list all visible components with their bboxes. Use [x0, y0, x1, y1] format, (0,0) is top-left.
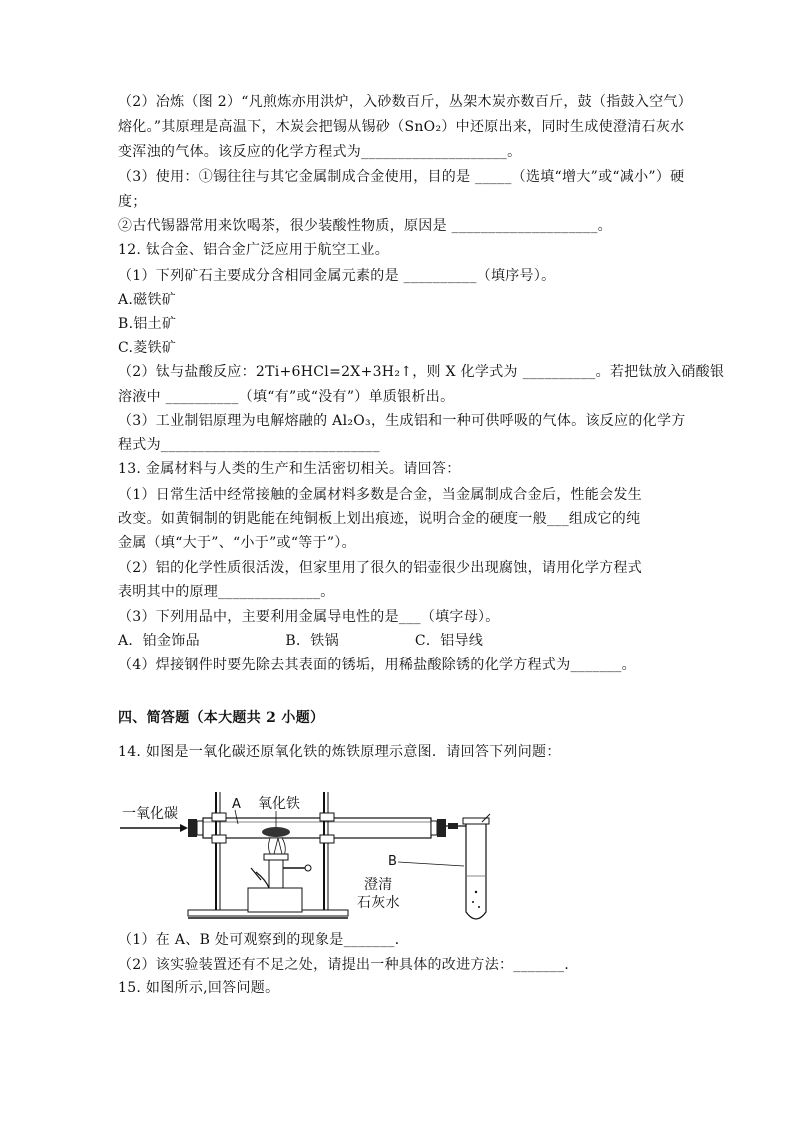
co-label: 一氧化碳	[122, 806, 178, 822]
option-c: C.菱铁矿	[118, 340, 177, 356]
options-line: A．铂金饰品 B．铁锅 C．铝导线	[118, 633, 484, 649]
text-line: 熔化。”其原理是高温下，木炭会把锡从锡砂（SnO₂）中还原出来，同时生成使澄清石灰水	[118, 119, 685, 135]
text-line: （2）铝的化学性质很活泼，但家里用了很久的铝壶很少出现腐蚀，请用化学方程式	[118, 560, 643, 576]
text-line: 表明其中的原理______________。	[118, 584, 335, 600]
limewater-label-1: 澄清	[364, 877, 393, 893]
section-heading: 四、简答题（本大题共 2 小题）	[118, 710, 325, 726]
b-pointer	[398, 860, 468, 870]
text-line: （2）该实验装置还有不足之处，请提出一种具体的改进方法：_______．	[118, 957, 579, 973]
option-a: A.磁铁矿	[118, 292, 177, 308]
b-label: B	[388, 854, 398, 869]
text-line: （2）钛与盐酸反应：2Ti+6HCl=2X+3H₂↑，则 X 化学式为 __________。若把钛放入硝酸银	[118, 364, 725, 380]
text-line: （4）焊接钢件时要先除去其表面的锈垢，用稀盐酸除锈的化学方程式为_______。	[118, 657, 636, 673]
text-line: （1）在 A、B 处可观察到的现象是_______．	[118, 932, 410, 948]
text-line: 溶液中 __________（填“有”或“没有”）单质银析出。	[118, 389, 455, 405]
text-line: （3）下列用品中，主要利用金属导电性的是___（填字母）。	[118, 609, 500, 625]
text-line: 度；	[118, 194, 147, 210]
question-12-title: 12. 钛合金、铝合金广泛应用于航空工业。	[118, 242, 390, 258]
right-stopper	[437, 819, 446, 837]
fe2o3-label: 氧化铁	[258, 796, 300, 812]
option-b: B.铝土矿	[118, 316, 177, 332]
a-label: A	[232, 797, 241, 812]
text-line: （3）工业制铝原理为电解熔融的 Al₂O₃，生成铝和一种可供呼吸的气体。该反应的化学方	[118, 413, 686, 429]
limewater-label-2: 石灰水	[357, 895, 400, 911]
question-14-title: 14. 如图是一氧化碳还原氧化铁的炼铁原理示意图．请回答下列问题：	[118, 744, 561, 760]
text-line: 金属（填“大于”、“小于”或“等于”）。	[118, 535, 356, 551]
text-line: （1）下列矿石主要成分含相同金属元素的是 __________（填序号）。	[118, 268, 556, 284]
text-line: ②古代锡器常用来饮喝茶，很少装酸性物质，原因是 ____________________。	[118, 218, 612, 234]
test-tube	[466, 822, 486, 919]
text-line: （1）日常生活中经常接触的金属材料多数是合金，当金属制成合金后，性能会发生	[118, 487, 643, 503]
left-stopper	[188, 819, 197, 837]
burner-base	[248, 888, 302, 912]
text-line: 程式为______________________________	[118, 437, 380, 453]
question-13-title: 13. 金属材料与人类的生产和生活密切相关。请回答：	[118, 461, 461, 477]
question-15-title: 15. 如图所示,回答问题。	[118, 980, 280, 996]
iron-oxide	[262, 827, 290, 837]
text-line: 变浑浊的气体。该反应的化学方程式为____________________。	[118, 144, 522, 160]
text-line: 改变。如黄铜制的钥匙能在纯铜板上划出痕迹，说明合金的硬度一般___组成它的纯	[118, 511, 641, 527]
text-line: （2）冶炼（图 2）“凡煎炼亦用洪炉，入砂数百斤，丛架木炭亦数百斤，鼓（指鼓入空气）	[118, 94, 693, 110]
text-line: （3）使用：①锡往往与其它金属制成合金使用，目的是 _____（选填“增大”或“减小”）硬	[118, 169, 685, 185]
